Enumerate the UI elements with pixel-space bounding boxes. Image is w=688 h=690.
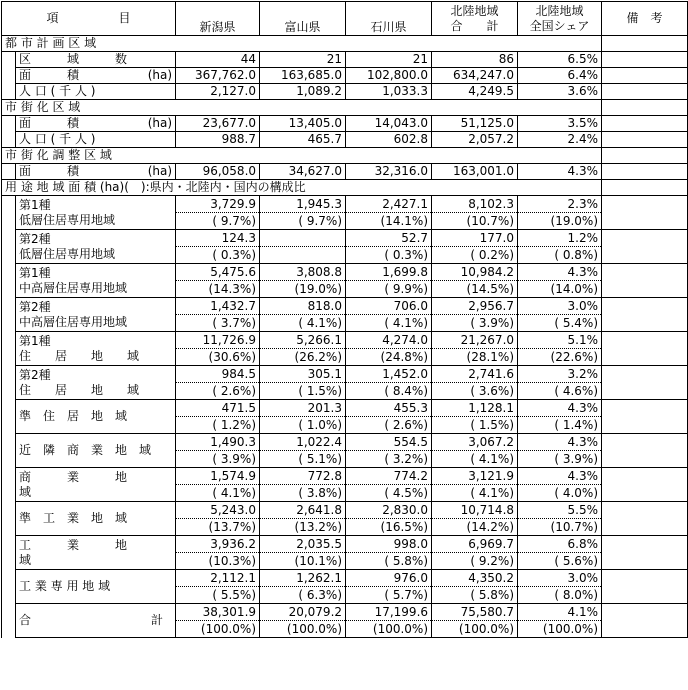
area-cell: 455.3 — [346, 400, 432, 417]
zoning-label-name: 住 居 地 域 — [19, 348, 140, 363]
area-cell: 3,936.2 — [176, 536, 260, 553]
area-cell: 3,729.9 — [176, 196, 260, 213]
value-cell: 1,033.3 — [346, 84, 432, 100]
area-cell: 2.3% — [518, 196, 602, 213]
ratio-cell: ( 3.2%) — [346, 451, 432, 468]
ratio-cell: (13.2%) — [260, 519, 346, 536]
value-cell: 367,762.0 — [176, 68, 260, 84]
area-cell: 1,945.3 — [260, 196, 346, 213]
area-cell: 10,714.8 — [432, 502, 518, 519]
value-cell: 14,043.0 — [346, 116, 432, 132]
row-label — [16, 132, 176, 148]
area-cell: 1,022.4 — [260, 434, 346, 451]
indent-cell — [2, 264, 16, 298]
ratio-cell: ( 9.2%) — [432, 553, 518, 570]
section-header-row — [2, 100, 688, 116]
indent-cell — [2, 298, 16, 332]
table-row — [2, 84, 688, 100]
zoning-label — [16, 400, 176, 434]
area-cell: 2,641.8 — [260, 502, 346, 519]
value-cell: 4,249.5 — [432, 84, 518, 100]
zoning-row — [2, 332, 688, 349]
area-cell: 2,035.5 — [260, 536, 346, 553]
remarks-cell — [602, 468, 688, 502]
remarks-cell — [602, 36, 688, 52]
row-label-text: 面 積 — [19, 68, 80, 82]
indent-cell — [2, 230, 16, 264]
value-cell: 1,089.2 — [260, 84, 346, 100]
ratio-cell: ( 4.1%) — [432, 451, 518, 468]
ratio-cell: ( 1.0%) — [260, 417, 346, 434]
ratio-cell: (28.1%) — [432, 349, 518, 366]
row-label — [16, 52, 176, 68]
section-header-row — [2, 148, 688, 164]
area-cell: 38,301.9 — [176, 604, 260, 621]
area-cell: 1,262.1 — [260, 570, 346, 587]
area-cell: 5,266.1 — [260, 332, 346, 349]
area-cell: 4.3% — [518, 264, 602, 281]
value-cell: 44 — [176, 52, 260, 68]
value-cell: 6.5% — [518, 52, 602, 68]
value-cell: 51,125.0 — [432, 116, 518, 132]
ratio-cell: ( 5.6%) — [518, 553, 602, 570]
zoning-label-type: 第1種 — [19, 265, 51, 280]
area-cell: 3,808.8 — [260, 264, 346, 281]
section-title: 都 市 計 画 区 域 — [2, 36, 602, 52]
zoning-label-name: 低層住居専用地域 — [19, 246, 116, 261]
row-label — [16, 116, 176, 132]
row-label-text: 面 積 — [19, 164, 80, 178]
ratio-cell: ( 6.3%) — [260, 587, 346, 604]
area-cell: 10,984.2 — [432, 264, 518, 281]
value-cell: 163,001.0 — [432, 164, 518, 180]
row-unit: (ha) — [147, 116, 173, 130]
value-cell: 2,057.2 — [432, 132, 518, 148]
ratio-cell: ( 8.0%) — [518, 587, 602, 604]
remarks-cell — [602, 148, 688, 164]
ratio-cell: ( 4.6%) — [518, 383, 602, 400]
area-cell: 1,432.7 — [176, 298, 260, 315]
remarks-cell — [602, 132, 688, 148]
ratio-cell: (100.0%) — [260, 621, 346, 638]
header-toyama: 富山県 — [260, 2, 346, 36]
ratio-cell: (100.0%) — [432, 621, 518, 638]
ratio-cell: (10.1%) — [260, 553, 346, 570]
ratio-cell: (24.8%) — [346, 349, 432, 366]
area-cell: 4.3% — [518, 400, 602, 417]
table-row — [2, 116, 688, 132]
area-cell: 305.1 — [260, 366, 346, 383]
table-row — [2, 164, 688, 180]
section-header-row — [2, 180, 688, 196]
value-cell: 3.5% — [518, 116, 602, 132]
zoning-label-name: 住 居 地 域 — [19, 382, 140, 397]
zoning-label-name: 商 業 地 域 — [19, 469, 164, 499]
ratio-cell: ( 2.6%) — [346, 417, 432, 434]
ratio-cell: ( 5.8%) — [432, 587, 518, 604]
remarks-cell — [602, 332, 688, 366]
section-header-row — [2, 36, 688, 52]
zoning-row — [2, 264, 688, 281]
value-cell: 32,316.0 — [346, 164, 432, 180]
indent-cell — [2, 164, 16, 180]
zoning-label — [16, 230, 176, 264]
area-cell: 6.8% — [518, 536, 602, 553]
area-cell: 5.1% — [518, 332, 602, 349]
zoning-label — [16, 298, 176, 332]
area-cell: 774.2 — [346, 468, 432, 485]
value-cell: 163,685.0 — [260, 68, 346, 84]
row-label — [16, 164, 176, 180]
indent-cell — [2, 52, 16, 68]
indent-cell — [2, 536, 16, 570]
remarks-cell — [602, 84, 688, 100]
remarks-cell — [602, 100, 688, 116]
value-cell: 602.8 — [346, 132, 432, 148]
zoning-label-name: 中高層住居専用地域 — [19, 280, 128, 295]
ratio-cell: ( 4.1%) — [260, 315, 346, 332]
zoning-row — [2, 196, 688, 213]
zoning-row — [2, 604, 688, 621]
zoning-label — [16, 434, 176, 468]
ratio-cell: ( 4.1%) — [176, 485, 260, 502]
area-cell: 17,199.6 — [346, 604, 432, 621]
ratio-cell: ( 4.1%) — [432, 485, 518, 502]
zoning-row — [2, 468, 688, 485]
zoning-label-name: 準 工 業 地 域 — [19, 511, 128, 525]
remarks-cell — [602, 604, 688, 638]
ratio-cell: (14.5%) — [432, 281, 518, 298]
table-row — [2, 52, 688, 68]
area-cell: 998.0 — [346, 536, 432, 553]
value-cell: 465.7 — [260, 132, 346, 148]
value-cell: 21 — [346, 52, 432, 68]
zoning-row — [2, 434, 688, 451]
remarks-cell — [602, 196, 688, 230]
remarks-cell — [602, 164, 688, 180]
row-unit: (ha) — [147, 164, 173, 178]
urban-planning-table — [1, 1, 688, 638]
ratio-cell: (30.6%) — [176, 349, 260, 366]
ratio-cell: ( 5.7%) — [346, 587, 432, 604]
zoning-label — [16, 332, 176, 366]
area-cell: 976.0 — [346, 570, 432, 587]
ratio-cell: (19.0%) — [518, 213, 602, 230]
row-label — [16, 68, 176, 84]
area-cell: 984.5 — [176, 366, 260, 383]
zoning-label — [16, 502, 176, 536]
row-label-text: 面 積 — [19, 116, 80, 130]
area-cell: 706.0 — [346, 298, 432, 315]
area-cell: 3,121.9 — [432, 468, 518, 485]
ratio-cell: ( 4.5%) — [346, 485, 432, 502]
remarks-cell — [602, 366, 688, 400]
ratio-cell: (100.0%) — [346, 621, 432, 638]
zoning-label-type: 第2種 — [19, 367, 51, 382]
header-row — [2, 2, 688, 36]
ratio-cell: ( 5.5%) — [176, 587, 260, 604]
ratio-cell: (14.0%) — [518, 281, 602, 298]
indent-cell — [2, 502, 16, 536]
ratio-cell: ( 0.8%) — [518, 247, 602, 264]
area-cell: 3.2% — [518, 366, 602, 383]
area-cell: 2,830.0 — [346, 502, 432, 519]
row-label — [16, 84, 176, 100]
row-label-text: 人 口 ( 千 人 ) — [19, 132, 96, 146]
area-cell: 5.5% — [518, 502, 602, 519]
ratio-cell: (10.3%) — [176, 553, 260, 570]
ratio-cell: ( 9.7%) — [176, 213, 260, 230]
area-cell: 11,726.9 — [176, 332, 260, 349]
table-row — [2, 68, 688, 84]
indent-cell — [2, 570, 16, 604]
area-cell: 75,580.7 — [432, 604, 518, 621]
row-unit: (ha) — [147, 68, 173, 82]
ratio-cell — [260, 247, 346, 264]
ratio-cell: ( 3.7%) — [176, 315, 260, 332]
zoning-row — [2, 570, 688, 587]
area-cell: 1,128.1 — [432, 400, 518, 417]
ratio-cell: ( 3.8%) — [260, 485, 346, 502]
zoning-label — [16, 468, 176, 502]
area-cell: 2,112.1 — [176, 570, 260, 587]
zoning-row — [2, 298, 688, 315]
zoning-label — [16, 196, 176, 230]
zoning-row — [2, 366, 688, 383]
zoning-row — [2, 536, 688, 553]
area-cell: 1.2% — [518, 230, 602, 247]
ratio-cell: (19.0%) — [260, 281, 346, 298]
remarks-cell — [602, 298, 688, 332]
row-label-text: 人 口 ( 千 人 ) — [19, 84, 96, 98]
header-hokuriku-total: 北陸地域 合 計 — [432, 2, 518, 36]
ratio-cell: (14.2%) — [432, 519, 518, 536]
zoning-label — [16, 536, 176, 570]
area-cell: 772.8 — [260, 468, 346, 485]
zoning-label — [16, 570, 176, 604]
ratio-cell: (100.0%) — [176, 621, 260, 638]
value-cell: 2,127.0 — [176, 84, 260, 100]
ratio-cell: (14.1%) — [346, 213, 432, 230]
zoning-title: 用 途 地 域 面 積 (ha)( ):県内・北陸内・国内の構成比 — [2, 180, 602, 196]
value-cell: 988.7 — [176, 132, 260, 148]
ratio-cell: (10.7%) — [432, 213, 518, 230]
ratio-cell: ( 0.3%) — [346, 247, 432, 264]
ratio-cell: ( 5.1%) — [260, 451, 346, 468]
area-cell: 21,267.0 — [432, 332, 518, 349]
value-cell: 96,058.0 — [176, 164, 260, 180]
indent-cell — [2, 132, 16, 148]
ratio-cell: (14.3%) — [176, 281, 260, 298]
indent-cell — [2, 400, 16, 434]
remarks-cell — [602, 502, 688, 536]
indent-cell — [2, 604, 16, 638]
header-national-share: 北陸地域 全国シェア — [518, 2, 602, 36]
area-cell: 124.3 — [176, 230, 260, 247]
value-cell: 21 — [260, 52, 346, 68]
value-cell: 34,627.0 — [260, 164, 346, 180]
zoning-row — [2, 230, 688, 247]
remarks-cell — [602, 536, 688, 570]
ratio-cell: ( 1.5%) — [432, 417, 518, 434]
zoning-label — [16, 366, 176, 400]
zoning-label — [16, 604, 176, 638]
indent-cell — [2, 434, 16, 468]
value-cell: 6.4% — [518, 68, 602, 84]
header-remarks: 備 考 — [602, 2, 688, 36]
value-cell: 634,247.0 — [432, 68, 518, 84]
zoning-label-type: 第1種 — [19, 333, 51, 348]
ratio-cell: ( 2.6%) — [176, 383, 260, 400]
table-row — [2, 132, 688, 148]
area-cell: 4,274.0 — [346, 332, 432, 349]
area-cell: 818.0 — [260, 298, 346, 315]
indent-cell — [2, 84, 16, 100]
area-cell: 5,475.6 — [176, 264, 260, 281]
ratio-cell: (16.5%) — [346, 519, 432, 536]
indent-cell — [2, 468, 16, 502]
zoning-label-name: 低層住居専用地域 — [19, 212, 116, 227]
area-cell: 1,574.9 — [176, 468, 260, 485]
area-cell: 8,102.3 — [432, 196, 518, 213]
area-cell: 3.0% — [518, 298, 602, 315]
area-cell: 1,699.8 — [346, 264, 432, 281]
area-cell: 4.1% — [518, 604, 602, 621]
zoning-label-name: 近 隣 商 業 地 域 — [19, 443, 152, 457]
ratio-cell: ( 5.4%) — [518, 315, 602, 332]
area-cell: 2,427.1 — [346, 196, 432, 213]
indent-cell — [2, 366, 16, 400]
area-cell: 3,067.2 — [432, 434, 518, 451]
remarks-cell — [602, 180, 688, 196]
ratio-cell: (26.2%) — [260, 349, 346, 366]
area-cell: 471.5 — [176, 400, 260, 417]
ratio-cell: (100.0%) — [518, 621, 602, 638]
ratio-cell: ( 1.5%) — [260, 383, 346, 400]
remarks-cell — [602, 400, 688, 434]
ratio-cell: ( 0.3%) — [176, 247, 260, 264]
remarks-cell — [602, 434, 688, 468]
ratio-cell: ( 4.1%) — [346, 315, 432, 332]
area-cell: 2,956.7 — [432, 298, 518, 315]
remarks-cell — [602, 52, 688, 68]
area-cell: 5,243.0 — [176, 502, 260, 519]
remarks-cell — [602, 68, 688, 84]
zoning-label-name: 合 計 — [19, 613, 164, 627]
ratio-cell: ( 8.4%) — [346, 383, 432, 400]
area-cell: 4.3% — [518, 434, 602, 451]
indent-cell — [2, 196, 16, 230]
remarks-cell — [602, 264, 688, 298]
indent-cell — [2, 116, 16, 132]
ratio-cell: ( 1.2%) — [176, 417, 260, 434]
zoning-label — [16, 264, 176, 298]
value-cell: 86 — [432, 52, 518, 68]
value-cell: 23,677.0 — [176, 116, 260, 132]
ratio-cell: ( 9.7%) — [260, 213, 346, 230]
area-cell: 177.0 — [432, 230, 518, 247]
area-cell: 52.7 — [346, 230, 432, 247]
zoning-label-name: 工 業 専 用 地 域 — [19, 579, 111, 593]
ratio-cell: ( 3.9%) — [176, 451, 260, 468]
area-cell: 1,452.0 — [346, 366, 432, 383]
area-cell: 3.0% — [518, 570, 602, 587]
ratio-cell: ( 1.4%) — [518, 417, 602, 434]
zoning-label-type: 第1種 — [19, 197, 51, 212]
area-cell: 2,741.6 — [432, 366, 518, 383]
ratio-cell: ( 3.9%) — [432, 315, 518, 332]
ratio-cell: ( 3.9%) — [518, 451, 602, 468]
ratio-cell: ( 0.2%) — [432, 247, 518, 264]
remarks-cell — [602, 230, 688, 264]
ratio-cell: ( 4.0%) — [518, 485, 602, 502]
section-title: 市 街 化 調 整 区 域 — [2, 148, 602, 164]
area-cell — [260, 230, 346, 247]
ratio-cell: (22.6%) — [518, 349, 602, 366]
ratio-cell: (13.7%) — [176, 519, 260, 536]
header-ishikawa: 石川県 — [346, 2, 432, 36]
value-cell: 102,800.0 — [346, 68, 432, 84]
area-cell: 4,350.2 — [432, 570, 518, 587]
header-item: 項 目 — [2, 2, 176, 36]
zoning-label-name: 工 業 地 域 — [19, 537, 164, 567]
section-title: 市 街 化 区 域 — [2, 100, 602, 116]
ratio-cell: ( 9.9%) — [346, 281, 432, 298]
area-cell: 554.5 — [346, 434, 432, 451]
area-cell: 6,969.7 — [432, 536, 518, 553]
ratio-cell: ( 3.6%) — [432, 383, 518, 400]
remarks-cell — [602, 116, 688, 132]
remarks-cell — [602, 570, 688, 604]
zoning-label-type: 第2種 — [19, 231, 51, 246]
header-niigata: 新潟県 — [176, 2, 260, 36]
ratio-cell: (10.7%) — [518, 519, 602, 536]
value-cell: 3.6% — [518, 84, 602, 100]
ratio-cell: ( 5.8%) — [346, 553, 432, 570]
indent-cell — [2, 68, 16, 84]
zoning-label-type: 第2種 — [19, 299, 51, 314]
row-label-text: 区 域 数 — [19, 52, 128, 66]
area-cell: 1,490.3 — [176, 434, 260, 451]
zoning-row — [2, 502, 688, 519]
zoning-label-name: 中高層住居専用地域 — [19, 314, 128, 329]
indent-cell — [2, 332, 16, 366]
zoning-label-name: 準 住 居 地 域 — [19, 409, 128, 423]
area-cell: 20,079.2 — [260, 604, 346, 621]
area-cell: 4.3% — [518, 468, 602, 485]
value-cell: 2.4% — [518, 132, 602, 148]
area-cell: 201.3 — [260, 400, 346, 417]
value-cell: 4.3% — [518, 164, 602, 180]
value-cell: 13,405.0 — [260, 116, 346, 132]
zoning-row — [2, 400, 688, 417]
